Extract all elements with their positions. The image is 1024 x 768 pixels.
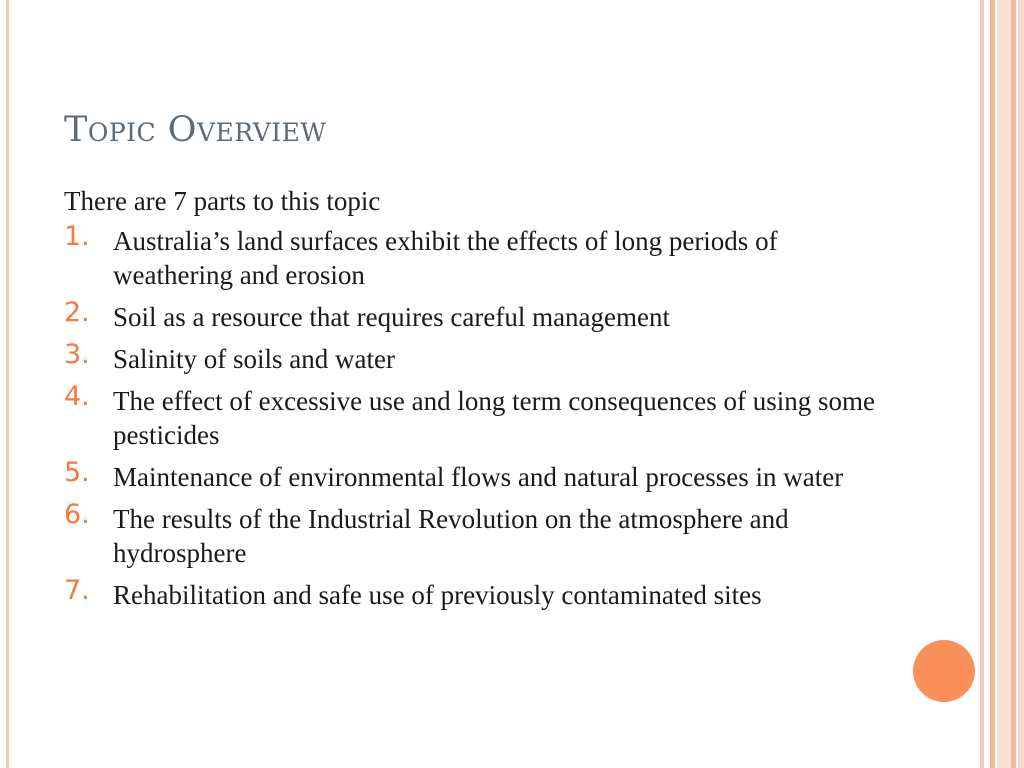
list-item [64, 381, 894, 452]
list-item [64, 499, 894, 570]
left-frame-line [6, 0, 9, 768]
list-item-text: Rehabilitation and safe use of previously contaminated sites [113, 580, 762, 610]
list-item [64, 297, 894, 334]
topic-list [64, 221, 894, 612]
slide-body [64, 184, 894, 620]
right-stripe [1011, 0, 1016, 768]
list-item-text: The results of the Industrial Revolution on the atmosphere and hydrosphere [113, 504, 789, 568]
right-stripe [980, 0, 984, 768]
list-item-number: 4. [64, 381, 90, 412]
right-stripe [1018, 0, 1024, 768]
list-item [64, 575, 894, 612]
list-item [64, 339, 894, 376]
list-item-number: 1. [64, 221, 90, 252]
list-item-text: Salinity of soils and water [113, 344, 395, 374]
list-item-number: 7. [64, 575, 90, 606]
list-item [64, 457, 894, 494]
right-stripe [997, 0, 1011, 768]
list-item-number: 5. [64, 457, 90, 488]
list-item-text: Soil as a resource that requires careful management [113, 302, 671, 332]
slide-title: Topic Overview [64, 110, 327, 150]
right-stripe [990, 0, 995, 768]
list-item-number: 2. [64, 297, 90, 328]
decorative-orange-circle [913, 640, 975, 702]
list-item [64, 221, 894, 292]
list-item-number: 6. [64, 499, 90, 530]
intro-text: There are 7 parts to this topic [64, 186, 381, 216]
list-item-number: 3. [64, 339, 90, 370]
list-item-text: Maintenance of environmental flows and natural processes in water [113, 462, 844, 492]
list-item-text: Australia’s land surfaces exhibit the effects of long periods of weathering and erosion [113, 226, 778, 290]
list-item-text: The effect of excessive use and long term consequences of using some pesticides [113, 386, 875, 450]
